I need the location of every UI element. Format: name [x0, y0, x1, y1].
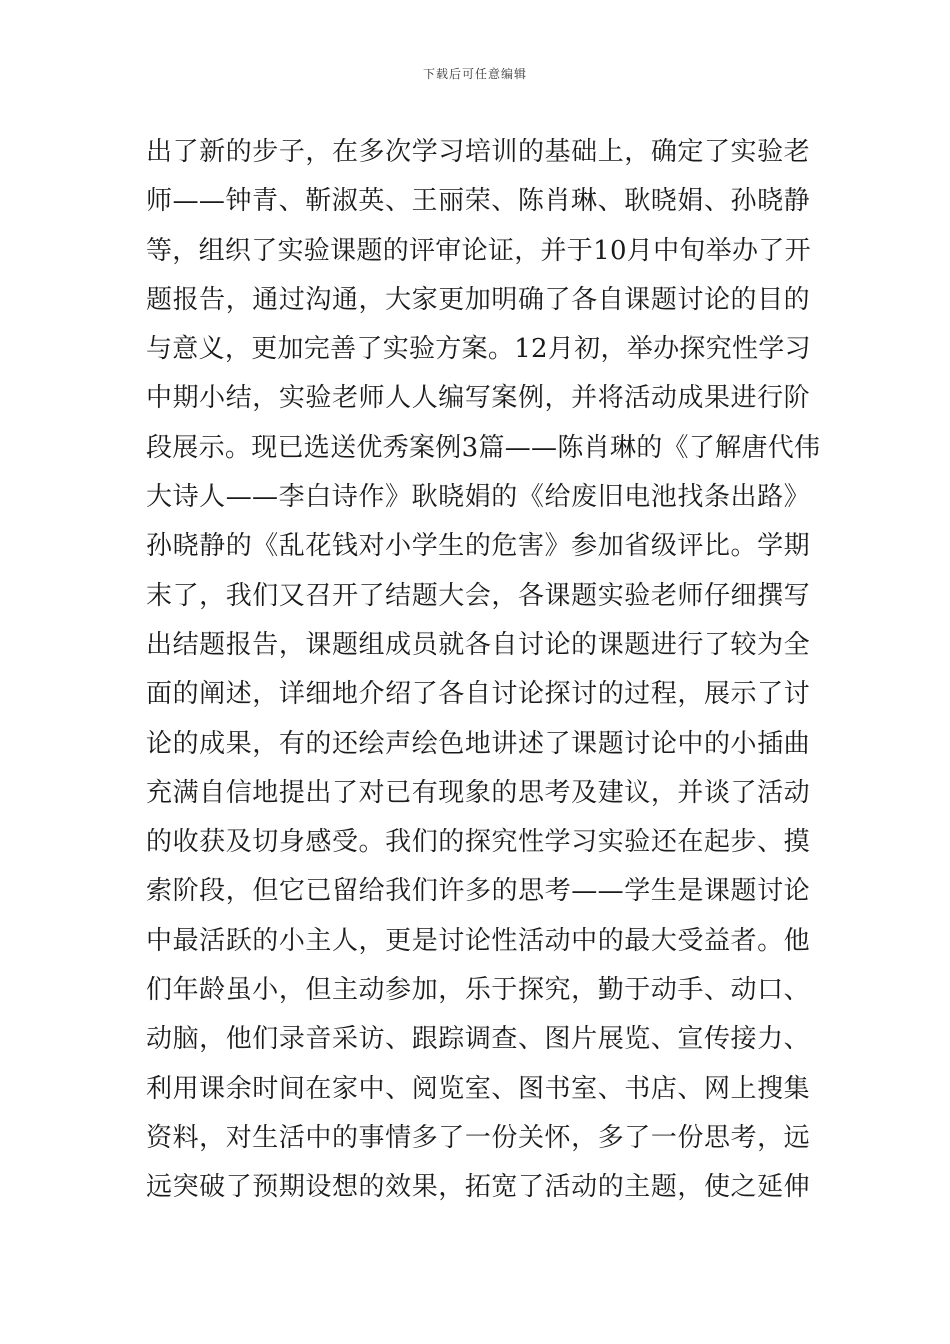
- body-paragraph: [146, 128, 821, 1213]
- text-line: 利用课余时间在家中、阅览室、图书室、书店、网上搜集: [146, 1073, 810, 1104]
- text-line: 与意义，更加完善了实验方案。12月初，举办探究性学习: [146, 334, 811, 365]
- text-line: 们年龄虽小，但主动参加，乐于探究，勤于动手、动口、: [146, 975, 810, 1006]
- text-line: 孙晓静的《乱花钱对小学生的危害》参加省级评比。学期: [146, 531, 810, 562]
- text-line: 出结题报告，课题组成员就各自讨论的课题进行了较为全: [146, 629, 810, 660]
- text-line: 充满自信地提出了对已有现象的思考及建议，并谈了活动: [146, 777, 810, 808]
- text-line: 大诗人——李白诗作》耿晓娟的《给废旧电池找条出路》: [146, 482, 810, 513]
- text-line: 末了，我们又召开了结题大会，各课题实验老师仔细撰写: [146, 580, 810, 611]
- text-line: 资料，对生活中的事情多了一份关怀，多了一份思考，远: [146, 1122, 810, 1153]
- text-line: 师——钟青、靳淑英、王丽荣、陈肖琳、耿晓娟、孙晓静: [146, 186, 810, 217]
- text-line: 出了新的步子，在多次学习培训的基础上，确定了实验老: [146, 137, 810, 167]
- text-line: 题报告，通过沟通，大家更加明确了各自课题讨论的目的: [146, 284, 810, 315]
- text-line: 中期小结，实验老师人人编写案例，并将活动成果进行阶: [146, 383, 810, 414]
- text-line: 动脑，他们录音采访、跟踪调查、图片展览、宣传接力、: [146, 1024, 810, 1055]
- text-line: 中最活跃的小主人，更是讨论性活动中的最大受益者。他: [146, 925, 810, 956]
- text-line: 等，组织了实验课题的评审论证，并于10月中旬举办了开: [146, 235, 811, 266]
- text-line: 远突破了预期设想的效果，拓宽了活动的主题，使之延伸: [146, 1172, 810, 1203]
- page-header: 下载后可任意编辑: [422, 67, 527, 81]
- text-line: 面的阐述，详细地介绍了各自讨论探讨的过程，展示了讨: [146, 679, 810, 710]
- text-line: 的收获及切身感受。我们的探究性学习实验还在起步、摸: [146, 827, 810, 858]
- text-line: 论的成果，有的还绘声绘色地讲述了课题讨论中的小插曲: [146, 728, 810, 759]
- text-line: 段展示。现已选送优秀案例3篇——陈肖琳的《了解唐代伟: [146, 432, 821, 463]
- text-line: 索阶段，但它已留给我们许多的思考——学生是课题讨论: [146, 876, 810, 907]
